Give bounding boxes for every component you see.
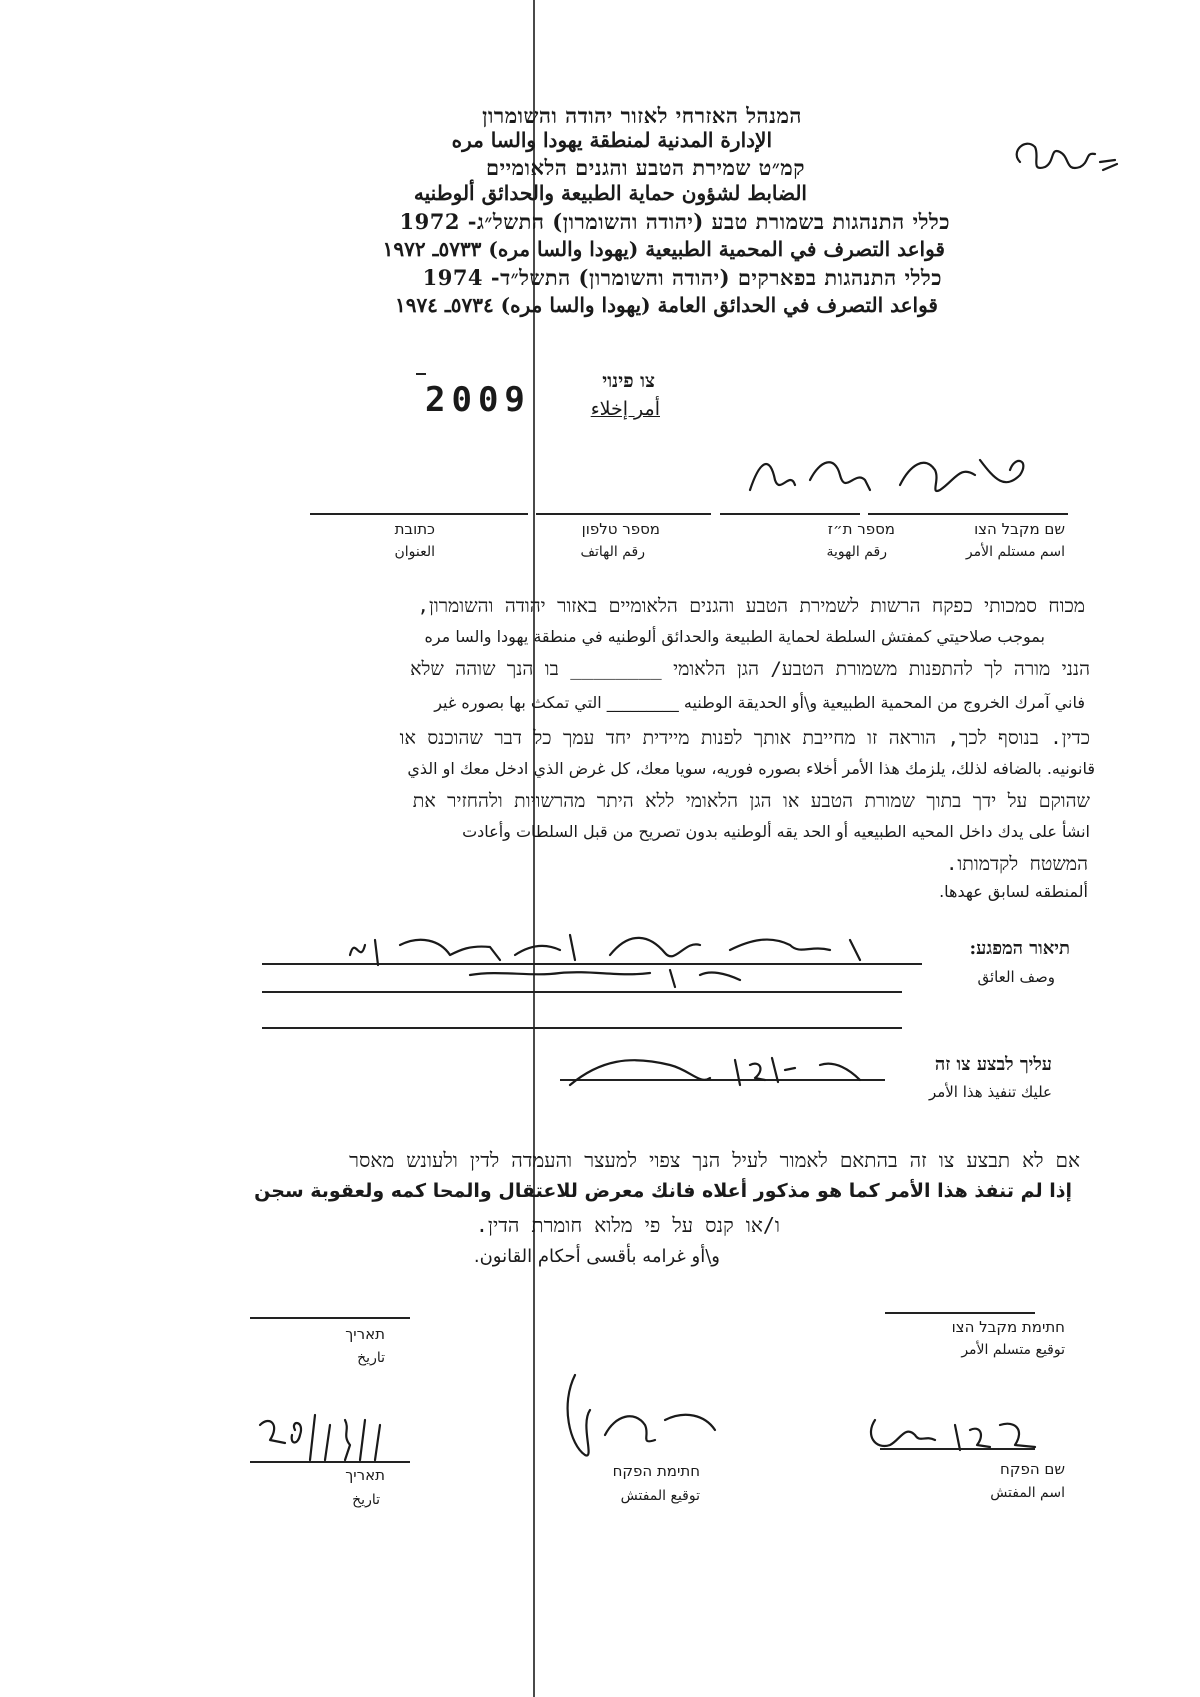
body-line-5: כדין. בנוסף לכך, הוראה זו מחייבת אותך לפנות מיידית יחד עמך כל דבר שהוכנס או	[399, 727, 1090, 749]
order-title-ar: أمر إخلاء	[590, 398, 660, 420]
date-line-2	[250, 1461, 410, 1463]
header-line-6: قواعد التصرف في المحمية الطبيعية (يهودا والسا مره) ٥٧٣٣ـ ١٩٧٢	[382, 237, 945, 261]
warning-line-4: و\أو غرامه بأقسى أحكام القانون.	[473, 1246, 720, 1267]
header-line-1: המנהל האזרחי לאזור יהודה והשומרון	[482, 103, 802, 128]
recipient-signature-label-he: חתימת מקבל הצו	[951, 1318, 1065, 1336]
deadline-label-he: עליך לבצע צו זה	[934, 1054, 1052, 1075]
label-address-he: כתובת	[394, 520, 435, 538]
label-address-ar: العنوان	[394, 544, 435, 560]
date-label-he-1: תאריך	[345, 1325, 385, 1343]
handwritten-note-icon	[1005, 132, 1125, 192]
damage-line-3	[262, 1027, 902, 1029]
line-phone	[536, 513, 711, 515]
body-line-9: המשטח לקדמותו.	[945, 853, 1088, 875]
body-line-10: ألمنطقه لسابق عهدها.	[939, 882, 1088, 901]
recipient-signature-line	[885, 1312, 1035, 1314]
label-recipient-name-ar: اسم مستلم الأمر	[965, 544, 1065, 560]
inspector-signature-label-ar: توقيع المفتش	[620, 1488, 700, 1504]
damage-label-ar: وصف العائق	[977, 968, 1055, 986]
damage-label-he: תיאור המפגע:	[969, 938, 1070, 959]
body-line-4: فاني آمرك الخروج من المحمية الطبيعية و\أو الحديقة الوطنيه _________ التي تمكث بها بصوره غير	[434, 693, 1085, 712]
dash-mark	[416, 373, 426, 375]
date-label-ar-2: تاريخ	[352, 1492, 380, 1508]
date-label-he-2: תאריך	[345, 1466, 385, 1484]
body-line-2: بموجب صلاحيتي كمفتش السلطة لحماية الطبيعة والحدائق ألوطنيه في منطقة يهودا والسا مره	[424, 627, 1045, 646]
header-line-5: כללי התנהגות בשמורת טבע (יהודה והשומרון) התשל״ג- 1972	[399, 209, 950, 234]
handwritten-damage-description-icon	[330, 915, 890, 995]
date-label-ar-1: تاريخ	[357, 1350, 385, 1366]
body-line-1: מכוח סמכותי כפקח הרשות לשמירת הטבע והגנים הלאומיים באזור יהודה והשומרון,	[417, 595, 1085, 617]
warning-line-1: אם לא תבצע צו זה בהתאם לאמור לעיל הנך צפוי למעצר והעמדה לדין ולעונש מאסר	[349, 1148, 1080, 1172]
line-address	[310, 513, 528, 515]
label-phone-he: מספר טלפון	[581, 520, 660, 538]
handwritten-deadline-icon	[560, 1040, 890, 1100]
line-id-number	[720, 513, 860, 515]
recipient-signature-label-ar: توقيع متسلم الأمر	[961, 1342, 1065, 1358]
body-line-3: הנני מורה לך להתפנות משמורת הטבע/ הגן הלאומי ________ בו הנך שוהה שלא	[410, 658, 1090, 680]
order-year: 2009	[425, 380, 531, 420]
label-phone-ar: رقم الهاتف	[580, 544, 645, 560]
label-id-he: מספר ת״ז	[827, 520, 895, 538]
inspector-name-label-ar: اسم المفتش	[990, 1485, 1065, 1501]
inspector-signature-label-he: חתימת הפקח	[612, 1462, 700, 1480]
date-line-1	[250, 1317, 410, 1319]
warning-line-3: ו/או קנס על פי מלוא חומרת הדין.	[475, 1213, 780, 1237]
header-line-4: الضابط لشؤون حماية الطبيعة والحدائق ألوطنيه	[413, 181, 807, 205]
body-line-6: قانونيه. بالضافه لذلك، يلزمك هذا الأمر أخلاء بصوره فوريه، سويا معك، كل غرض الذي ادخل معك او الذي	[407, 759, 1095, 778]
line-recipient-name	[868, 513, 1068, 515]
header-line-8: قواعد التصرف في الحدائق العامة (يهودا والسا مره) ٥٧٣٤ـ ١٩٧٤	[394, 293, 938, 317]
order-title-he: צו פינוי	[602, 370, 655, 392]
inspector-name-handwriting-icon	[865, 1405, 1045, 1465]
body-line-7: שהוקם על ידך בתוך שמורת הטבע או הגן הלאומי ללא היתר מהרשויות ולהחזיר את	[412, 790, 1090, 812]
header-line-3: קמ״ט שמירת הטבע והגנים הלאומיים	[486, 155, 805, 180]
label-recipient-name-he: שם מקבל הצו	[974, 520, 1065, 538]
header-line-7: כללי התנהגות בפארקים (יהודה והשומרון) התשל״ד- 1974	[422, 265, 942, 290]
body-line-8: انشأ على يدك داخل المحيه الطبيعيه أو الحد يقه ألوطنيه بدون تصريح من قبل السلطات وأعادت	[462, 822, 1090, 841]
header-line-2: الإدارة المدنية لمنطقة يهودا والسا مره	[451, 128, 772, 152]
inspector-name-line	[880, 1448, 1035, 1450]
handwritten-date-icon	[250, 1405, 410, 1475]
label-id-ar: رقم الهوية	[826, 544, 887, 560]
deadline-label-ar: عليك تنفيذ هذا الأمر	[928, 1083, 1052, 1101]
handwritten-signature-icon	[740, 440, 1040, 510]
inspector-name-label-he: שם הפקח	[1000, 1460, 1065, 1478]
warning-line-2: إذا لم تنفذ هذا الأمر كما هو مذكور أعلاه فانك معرض للاعتقال والمحا كمه ولعقوبة سجن	[254, 1180, 1072, 1202]
